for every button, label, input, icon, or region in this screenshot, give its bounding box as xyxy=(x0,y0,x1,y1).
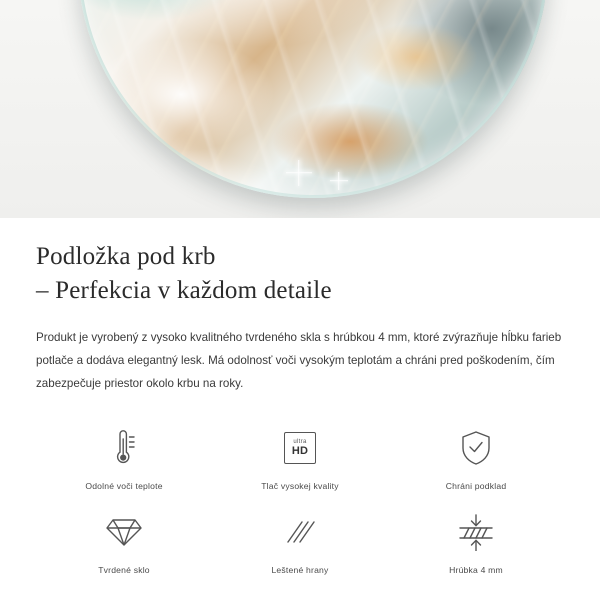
glass-board-image xyxy=(78,0,548,198)
feature-label: Hrúbka 4 mm xyxy=(449,565,503,576)
headline-line-1: Podložka pod krb xyxy=(36,243,216,270)
polished-edges-icon xyxy=(282,511,318,553)
ultra-hd-badge-bottom: HD xyxy=(291,445,309,458)
feature-item xyxy=(212,421,388,495)
ultra-hd-badge-top: ultra xyxy=(293,439,307,446)
feature-item xyxy=(388,421,564,495)
description-paragraph: Produkt je vyrobený z vysoko kvalitného tvrdeného skla s hrúbkou 4 mm, ktoré zvýrazňuje hĺbku farieb potlače a dodáva elegantný lesk. Má odolnosť voči vysokým teplotám a chráni pred poškodením, čím zabezpečuje priestor okolo krbu na roky. xyxy=(36,330,562,390)
feature-grid xyxy=(36,421,564,579)
shield-check-icon xyxy=(459,427,493,469)
feature-label: Leštené hrany xyxy=(271,565,329,576)
feature-label: Tlač vysokej kvality xyxy=(261,481,339,492)
feature-label: Chráni podklad xyxy=(445,481,507,492)
content-area xyxy=(0,240,600,579)
feature-item xyxy=(36,421,212,495)
feature-item xyxy=(212,505,388,579)
hero-image xyxy=(0,0,600,218)
feature-item xyxy=(388,505,564,579)
diamond-icon xyxy=(105,511,143,553)
feature-label: Tvrdené sklo xyxy=(98,565,150,576)
thickness-icon xyxy=(456,511,496,553)
ultra-hd-icon xyxy=(284,427,316,469)
thermometer-icon xyxy=(109,427,139,469)
feature-item xyxy=(36,505,212,579)
page-title xyxy=(36,240,564,308)
feature-label: Odolné voči teplote xyxy=(85,481,163,492)
headline-line-2: – Perfekcia v každom detaile xyxy=(36,276,332,304)
marble-veins xyxy=(78,0,548,198)
